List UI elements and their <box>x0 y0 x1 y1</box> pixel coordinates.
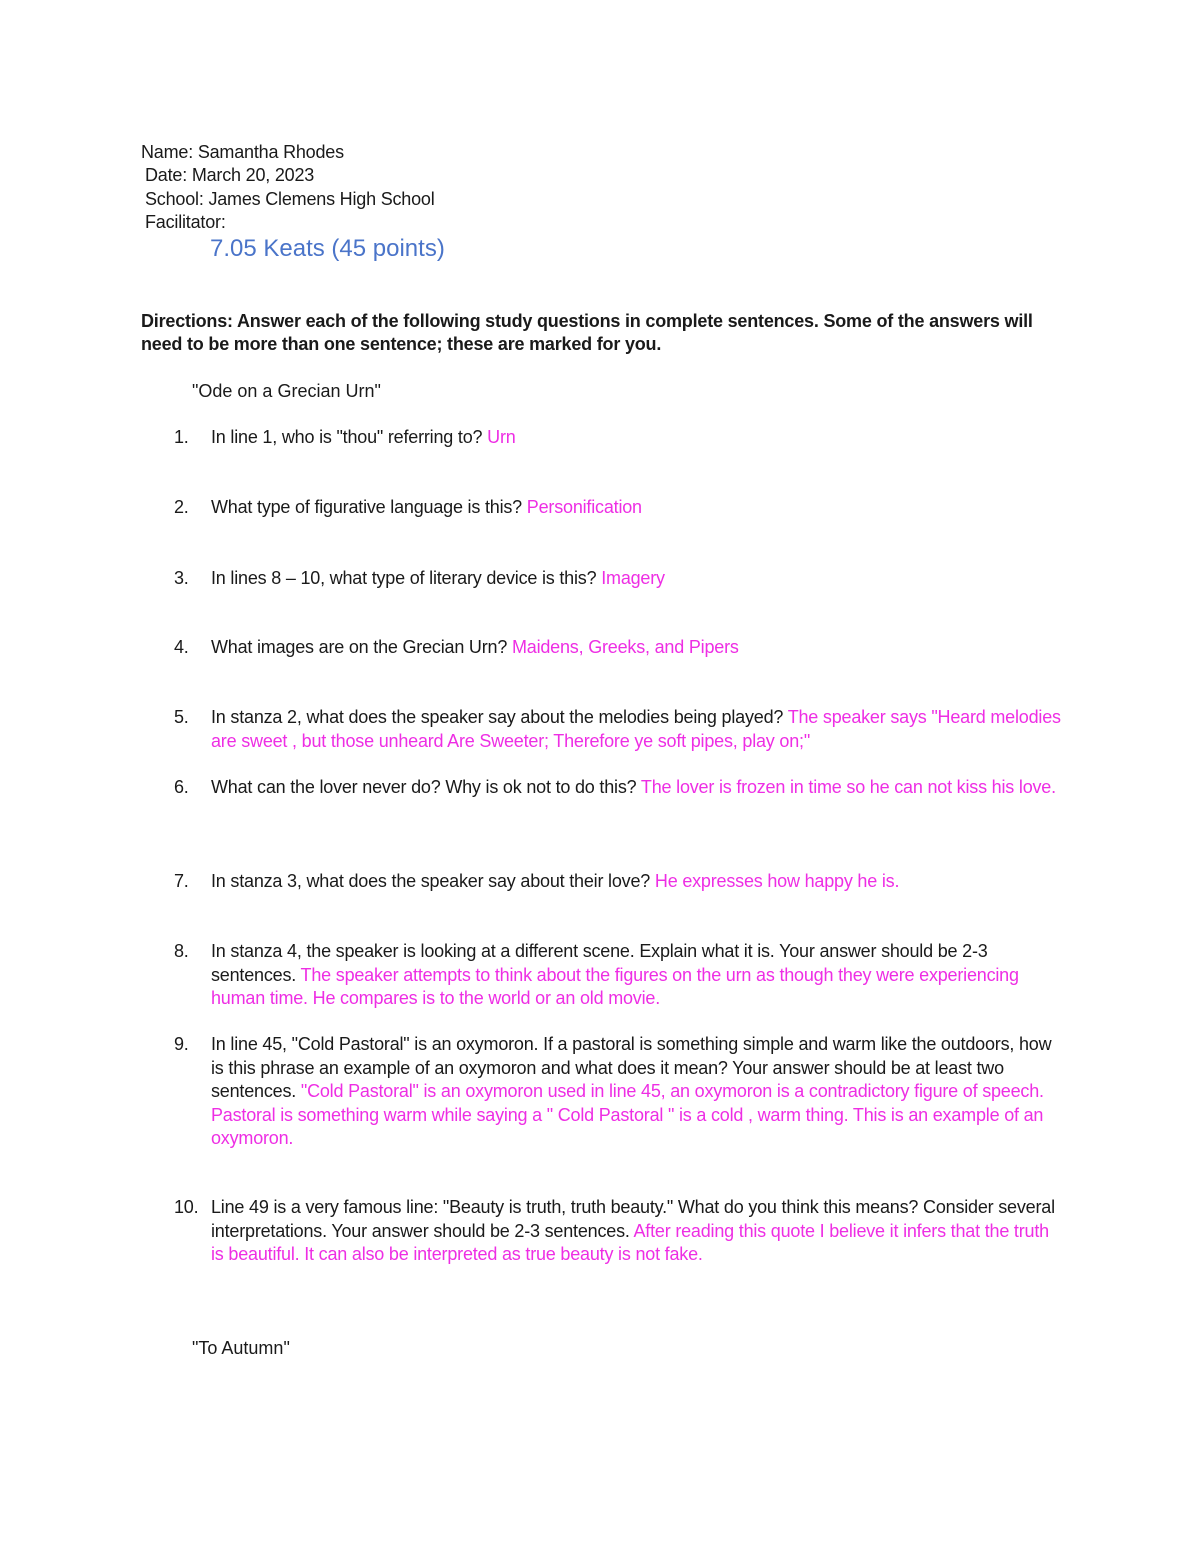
question-number: 7. <box>174 871 189 891</box>
poem-title-grecian-urn: "Ode on a Grecian Urn" <box>192 381 381 401</box>
assignment-title: 7.05 Keats (45 points) <box>210 235 445 262</box>
answer-text: The speaker says "Heard melodies are sweet , but those unheard Are Sweeter; Therefore ye soft pipes, play on;" <box>211 707 1061 751</box>
question-item <box>174 567 1064 591</box>
question-number: 2. <box>174 497 189 517</box>
facilitator-line: Facilitator: <box>145 212 226 232</box>
answer-text: Urn <box>487 427 516 447</box>
answer-text: The lover is frozen in time so he can not kiss his love. <box>640 777 1056 797</box>
question-number: 5. <box>174 707 189 727</box>
answer-text: Maidens, Greeks, and Pipers <box>511 637 739 657</box>
question-number: 10. <box>174 1197 199 1217</box>
question-text: What images are on the Grecian Urn? <box>211 637 508 657</box>
school-line: School: James Clemens High School <box>145 189 435 209</box>
answer-text: Personification <box>526 497 642 517</box>
question-text: In stanza 3, what does the speaker say about their love? <box>211 871 651 891</box>
question-number: 8. <box>174 941 189 961</box>
answer-text: He expresses how happy he is. <box>654 871 900 891</box>
student-name: Name: Samantha Rhodes <box>141 142 344 162</box>
question-text: In stanza 4, the speaker is looking at a different scene. Explain what it is. Your answer should be 2-3 sentences. <box>211 941 988 985</box>
poem-title-to-autumn: "To Autumn" <box>192 1338 290 1358</box>
question-item <box>174 706 1064 753</box>
answer-text: "Cold Pastoral" is an oxymoron used in line 45, an oxymoron is a contradictory figure of speech. Pastoral is something warm while saying a " Cold Pastoral " is a cold , warm thing. This is an example of an oxymoron. <box>211 1081 1044 1148</box>
answer-text: The speaker attempts to think about the figures on the urn as though they were experiencing human time. He compares is to the world or an old movie. <box>211 964 1019 1008</box>
answer-text: After reading this quote I believe it infers that the truth is beautiful. It can also be interpreted as true beauty is not fake. <box>211 1220 1049 1264</box>
question-number: 3. <box>174 568 189 588</box>
question-item <box>174 1196 1064 1267</box>
question-item <box>174 870 1064 894</box>
date-line: Date: March 20, 2023 <box>145 165 315 185</box>
question-text: Line 49 is a very famous line: "Beauty is truth, truth beauty." What do you think this means? Consider several interpretations. Your answer should be 2-3 sentences. <box>211 1197 1055 1241</box>
directions: Directions: Answer each of the following study questions in complete sentences. Some of the answers will need to be more than one sentence; these are marked for you. <box>141 311 1033 354</box>
question-text: In line 1, who is "thou" referring to? <box>211 427 483 447</box>
question-item <box>174 496 1064 520</box>
question-item <box>174 776 1064 800</box>
question-item <box>174 940 1064 1011</box>
question-text: What type of figurative language is this? <box>211 497 522 517</box>
question-number: 9. <box>174 1034 189 1054</box>
question-text: What can the lover never do? Why is ok not to do this? <box>211 777 637 797</box>
question-number: 4. <box>174 637 189 657</box>
question-number: 6. <box>174 777 189 797</box>
question-item <box>174 426 1064 450</box>
question-item <box>174 1033 1064 1151</box>
question-text: In lines 8 – 10, what type of literary device is this? <box>211 568 597 588</box>
question-item <box>174 636 1064 660</box>
question-text: In line 45, "Cold Pastoral" is an oxymoron. If a pastoral is something simple and warm like the outdoors, how is this phrase an example of an oxymoron and what does it mean? Your answer should be at least two sentences. <box>211 1034 1052 1101</box>
answer-text: Imagery <box>601 568 665 588</box>
question-number: 1. <box>174 427 189 447</box>
question-text: In stanza 2, what does the speaker say about the melodies being played? <box>211 707 784 727</box>
